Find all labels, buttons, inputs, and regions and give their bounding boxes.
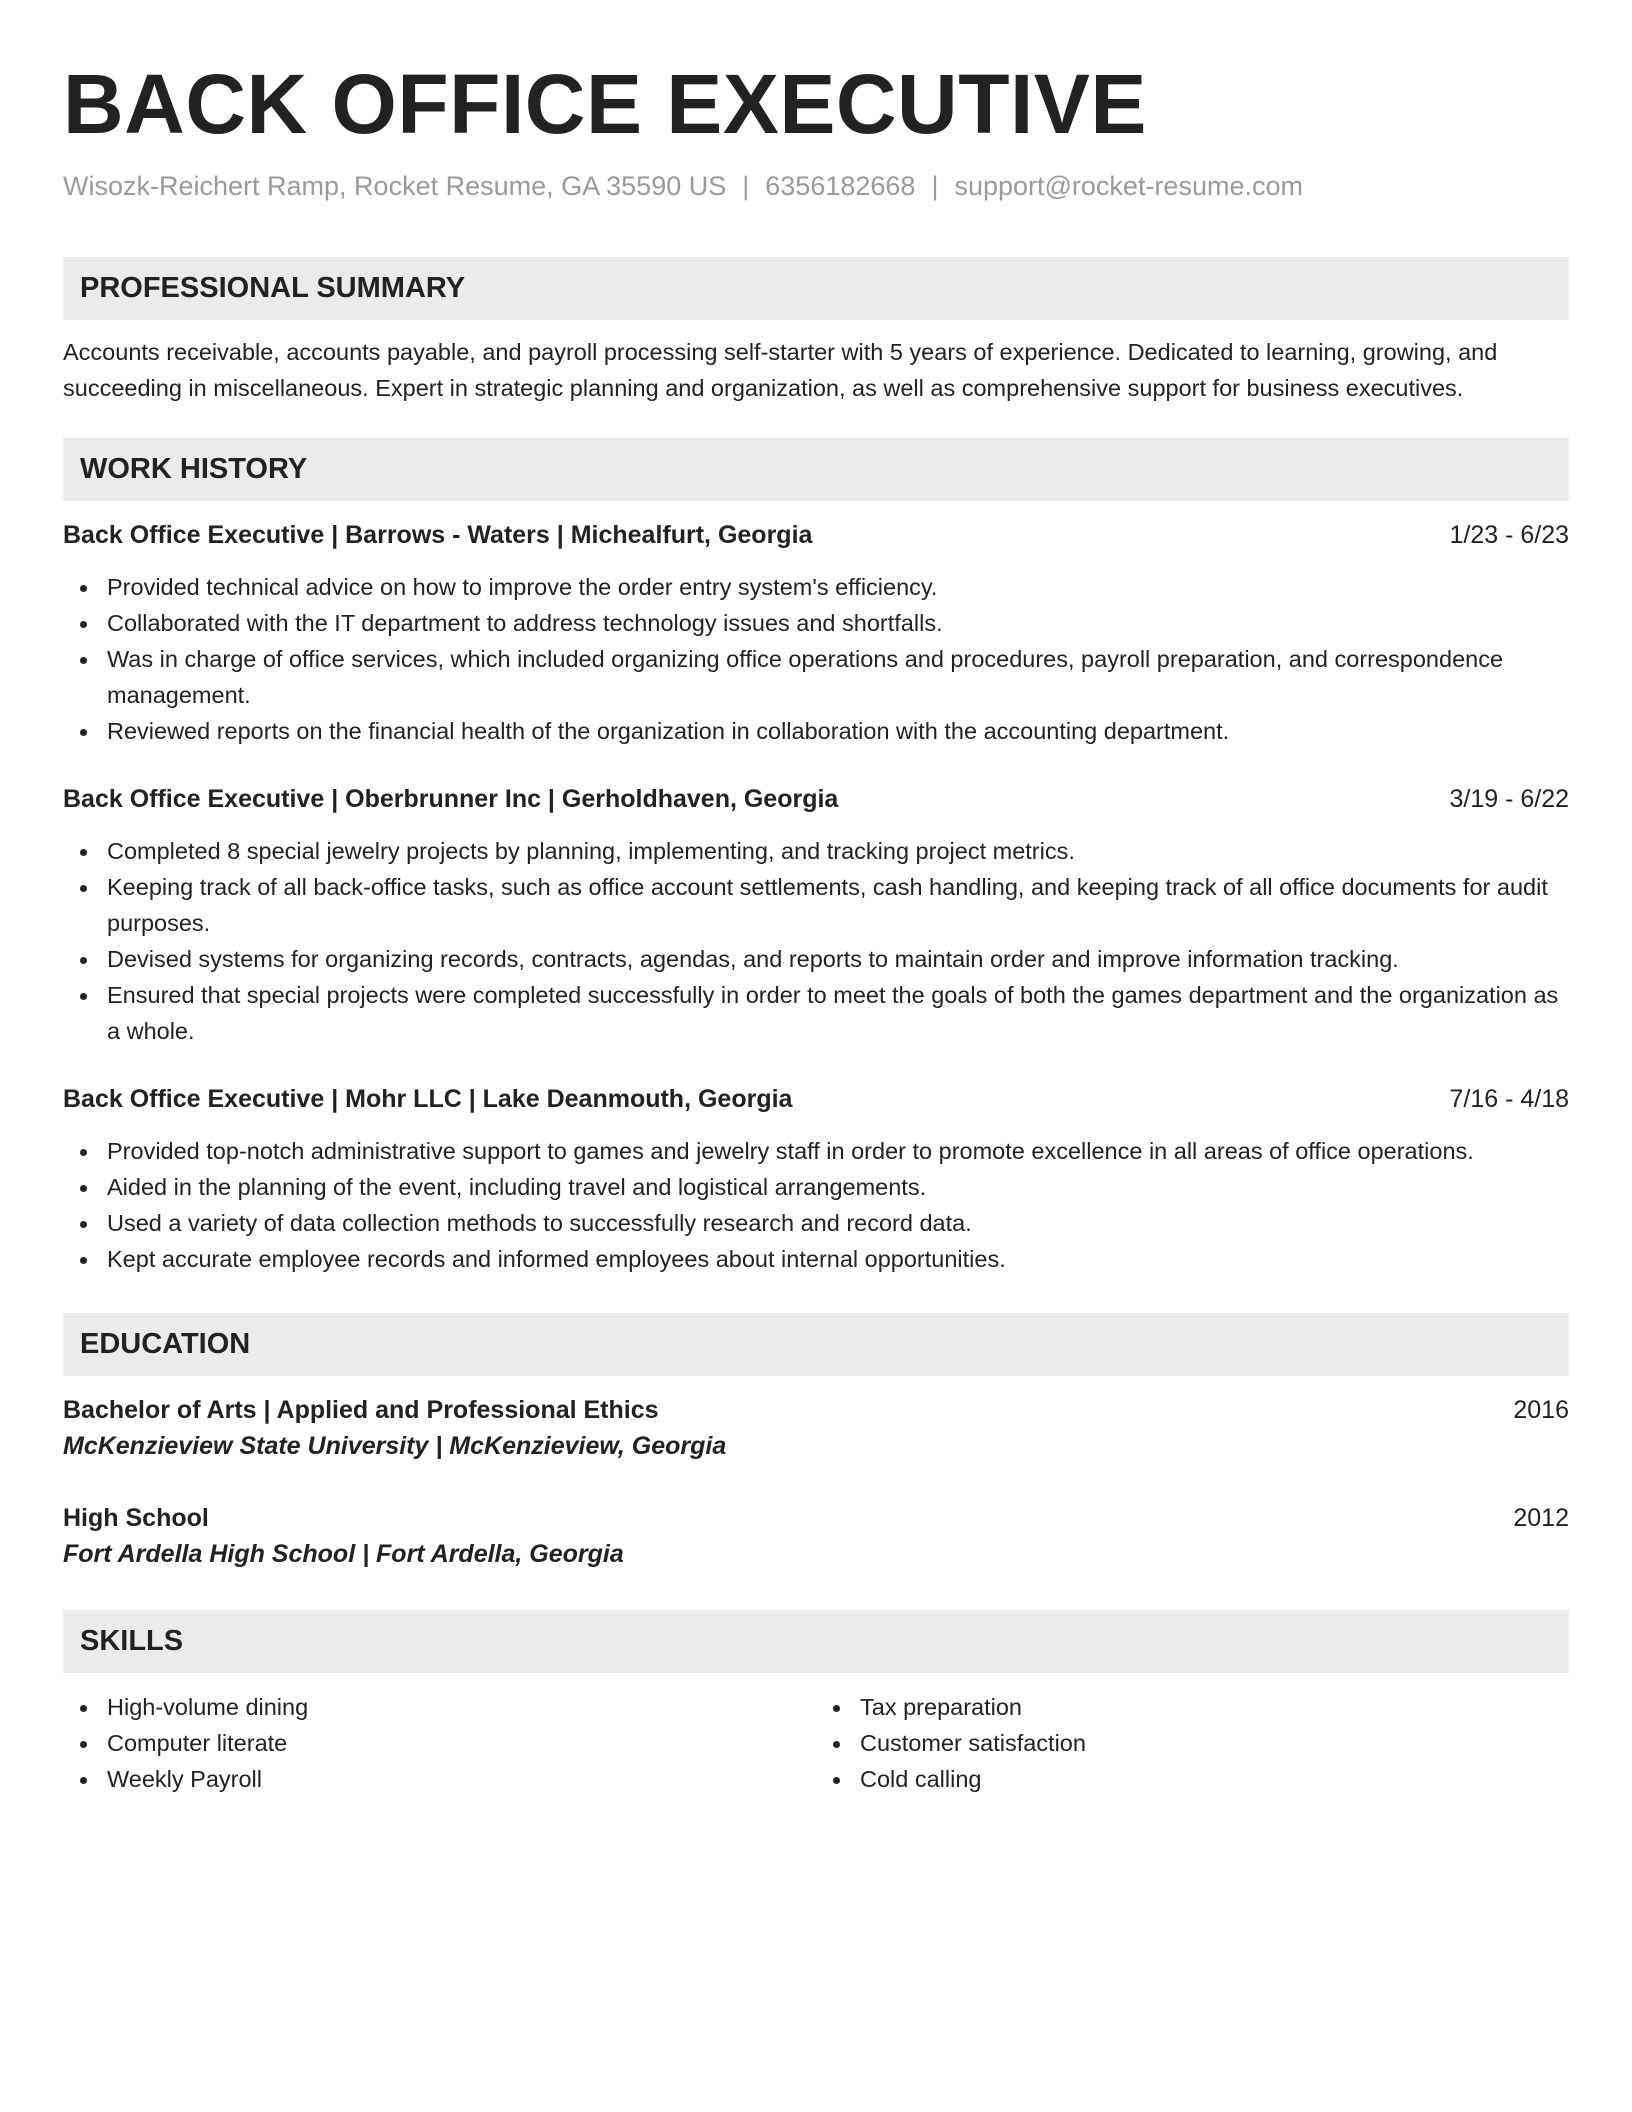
skill-item: [860, 1761, 1569, 1797]
job-bullet-text: Devised systems for organizing records, contracts, agendas, and reports to maintain order and improve information tracking.: [107, 946, 1399, 972]
section-header-skills: SKILLS: [63, 1610, 1569, 1673]
education-header-row: [63, 1392, 1569, 1428]
education-entry: [63, 1392, 1569, 1464]
skill-text: Computer literate: [107, 1730, 288, 1756]
job-bullet: [107, 1133, 1569, 1169]
job-bullet: [107, 1241, 1569, 1277]
bullet-icon: [833, 1777, 840, 1784]
bullet-icon: [80, 1705, 87, 1712]
job-bullet: [107, 713, 1569, 749]
education-degree: High School: [63, 1504, 209, 1532]
job-bullet-list: [63, 1133, 1569, 1277]
summary-text: Accounts receivable, accounts payable, and payroll processing self-starter with 5 years of experience. Dedicated to learning, growing, and succeeding in miscellaneous. Expert in strategic planning and organization, as well as comprehensive support for business executives.: [63, 339, 1498, 401]
education-year: 2016: [1513, 1396, 1569, 1424]
job-bullet: [107, 605, 1569, 641]
skill-text: Weekly Payroll: [107, 1766, 262, 1792]
section-header-summary: PROFESSIONAL SUMMARY: [63, 257, 1569, 320]
job-bullet-text: Was in charge of office services, which included organizing office operations and procedures, payroll preparation, and correspondence management.: [107, 646, 1504, 708]
job-bullet-text: Kept accurate employee records and informed employees about internal opportunities.: [107, 1246, 1006, 1272]
job-bullet: [107, 1169, 1569, 1205]
skills-grid: [63, 1689, 1569, 1797]
bullet-icon: [80, 885, 87, 892]
job-bullet: [107, 641, 1569, 713]
contact-address: Wisozk-Reichert Ramp, Rocket Resume, GA 35590 US: [63, 171, 727, 201]
skill-text: Cold calling: [860, 1766, 982, 1792]
education-header-row: [63, 1500, 1569, 1536]
contact-phone: 6356182668: [765, 171, 916, 201]
bullet-icon: [833, 1705, 840, 1712]
education-entry: [63, 1500, 1569, 1572]
skill-item: [860, 1689, 1569, 1725]
resume-name: BACK OFFICE EXECUTIVE: [63, 57, 1147, 151]
job-bullet-list: [63, 833, 1569, 1049]
bullet-icon: [833, 1741, 840, 1748]
bullet-icon: [80, 1741, 87, 1748]
job-bullet-text: Completed 8 special jewelry projects by planning, implementing, and tracking project metrics.: [107, 838, 1075, 864]
job-entry: [63, 781, 1569, 1049]
section-header-work-history: WORK HISTORY: [63, 438, 1569, 501]
education-school: McKenzieview State University | McKenzieview, Georgia: [63, 1432, 727, 1460]
skill-item: [107, 1725, 816, 1761]
bullet-icon: [80, 729, 87, 736]
job-heading: Back Office Executive | Oberbrunner Inc | Gerholdhaven, Georgia: [63, 785, 839, 813]
job-dates: 1/23 - 6/23: [1449, 521, 1569, 549]
bullet-icon: [80, 1257, 87, 1264]
bullet-icon: [80, 1777, 87, 1784]
job-bullet-text: Keeping track of all back-office tasks, such as office account settlements, cash handling, and keeping track of all office documents for audit purposes.: [107, 874, 1548, 936]
education-degree: Bachelor of Arts | Applied and Professional Ethics: [63, 1396, 659, 1424]
job-bullet-text: Provided top-notch administrative support to games and jewelry staff in order to promote excellence in all areas of office operations.: [107, 1138, 1474, 1164]
bullet-icon: [80, 1185, 87, 1192]
job-heading: Back Office Executive | Mohr LLC | Lake Deanmouth, Georgia: [63, 1085, 793, 1113]
contact-email: support@rocket-resume.com: [954, 171, 1303, 201]
skill-item: [107, 1761, 816, 1797]
job-bullet-list: [63, 569, 1569, 749]
bullet-icon: [80, 849, 87, 856]
job-heading: Back Office Executive | Barrows - Waters | Michealfurt, Georgia: [63, 521, 813, 549]
skills-column-right: [816, 1689, 1569, 1797]
job-header-row: [63, 517, 1569, 553]
skill-text: High-volume dining: [107, 1694, 309, 1720]
contact-line: [63, 168, 1569, 204]
job-entry: [63, 1081, 1569, 1277]
job-bullet: [107, 941, 1569, 977]
bullet-icon: [80, 1221, 87, 1228]
bullet-icon: [80, 1149, 87, 1156]
job-bullet: [107, 833, 1569, 869]
contact-separator: |: [742, 171, 750, 201]
section-header-education: EDUCATION: [63, 1313, 1569, 1376]
bullet-icon: [80, 657, 87, 664]
job-header-row: [63, 781, 1569, 817]
job-bullet-text: Used a variety of data collection methods to successfully research and record data.: [107, 1210, 972, 1236]
job-bullet-text: Collaborated with the IT department to address technology issues and shortfalls.: [107, 610, 943, 636]
skill-text: Tax preparation: [860, 1694, 1022, 1720]
bullet-icon: [80, 957, 87, 964]
job-dates: 7/16 - 4/18: [1449, 1085, 1569, 1113]
job-bullet: [107, 977, 1569, 1049]
job-bullet-text: Aided in the planning of the event, including travel and logistical arrangements.: [107, 1174, 927, 1200]
job-bullet: [107, 569, 1569, 605]
job-bullet: [107, 869, 1569, 941]
education-school: Fort Ardella High School | Fort Ardella, Georgia: [63, 1540, 624, 1568]
contact-separator: |: [931, 171, 939, 201]
skill-text: Customer satisfaction: [860, 1730, 1086, 1756]
job-entry: [63, 517, 1569, 749]
job-bullet-text: Ensured that special projects were completed successfully in order to meet the goals of both the games department and the organization as a whole.: [107, 982, 1559, 1044]
skill-item: [107, 1689, 816, 1725]
job-bullet-text: Reviewed reports on the financial health of the organization in collaboration with the accounting department.: [107, 718, 1230, 744]
bullet-icon: [80, 993, 87, 1000]
job-bullet-text: Provided technical advice on how to improve the order entry system's efficiency.: [107, 574, 938, 600]
job-header-row: [63, 1081, 1569, 1117]
job-dates: 3/19 - 6/22: [1449, 785, 1569, 813]
skill-item: [860, 1725, 1569, 1761]
education-year: 2012: [1513, 1504, 1569, 1532]
bullet-icon: [80, 621, 87, 628]
bullet-icon: [80, 585, 87, 592]
job-bullet: [107, 1205, 1569, 1241]
skills-column-left: [63, 1689, 816, 1797]
